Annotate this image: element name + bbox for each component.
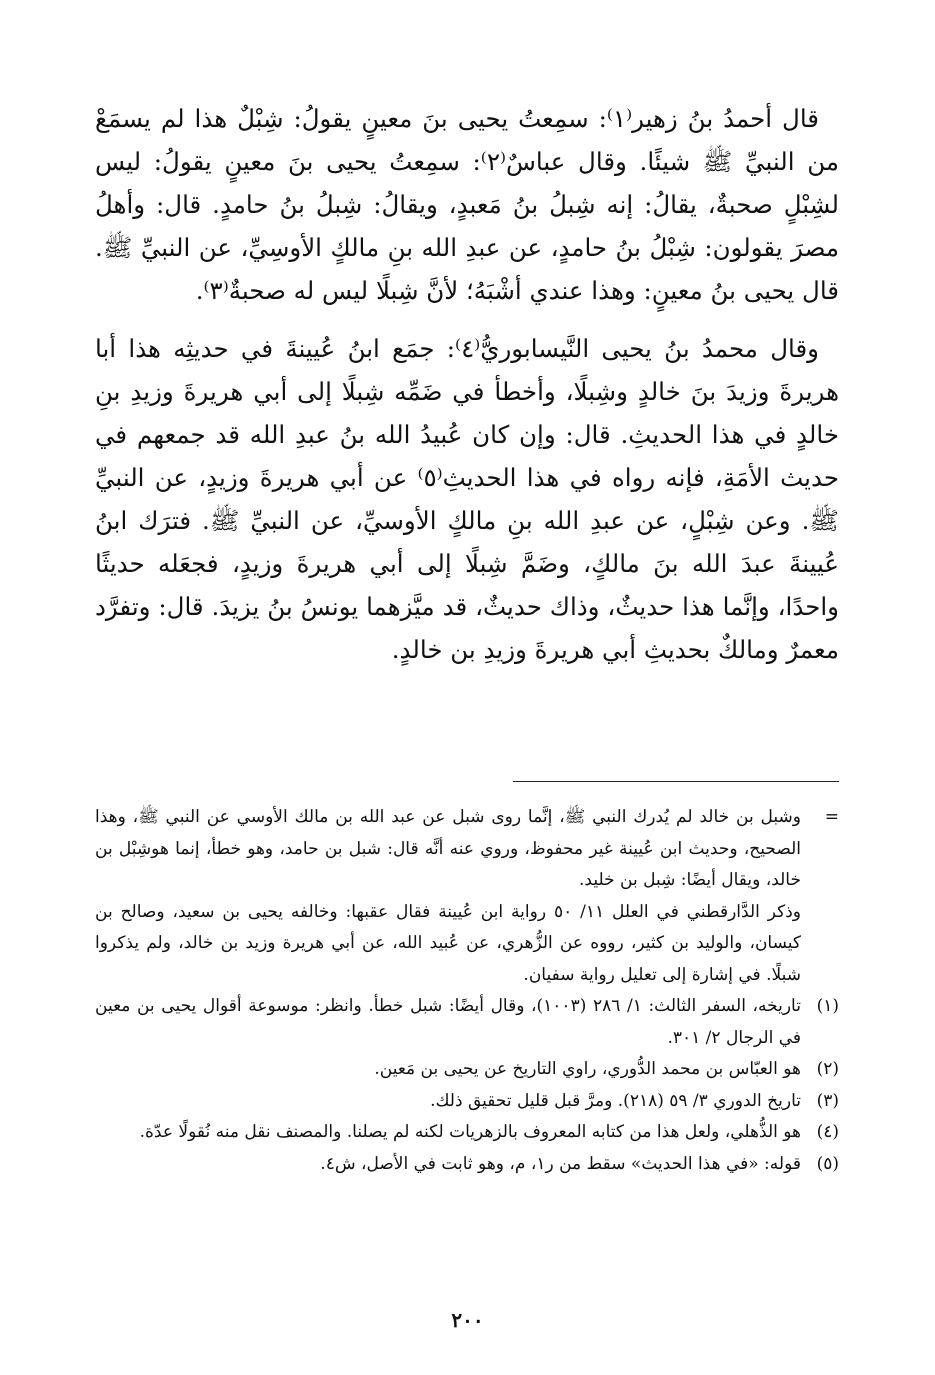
footnote-2: [95, 1054, 839, 1086]
footnote-5: [95, 1149, 839, 1181]
footnote-text: هو العبّاس بن محمد الدُّوري، راوي التاريخ عن يحيى بن مَعين.: [374, 1059, 801, 1079]
footnote-number: (٢): [816, 1059, 839, 1079]
footnote-4: [95, 1117, 839, 1149]
footnote-text: قوله: «في هذا الحديث» سقط من ر١، م، وهو ثابت في الأصل، ش٤.: [320, 1153, 801, 1174]
footnote-number: (٣): [816, 1090, 839, 1111]
footnote-text: تاريخه، السفر الثالث: ١/ ٢٨٦ (١٠٠٣)، وقال أيضًا: شبل خطأ. وانظر: موسوعة أقوال يحيى بن معين في الرجال ٢/ ٣٠١.: [95, 996, 801, 1048]
footnote-text: تاريخ الدوري ٣/ ٥٩ (٢١٨). ومرَّ قبل قليل تحقيق ذلك.: [430, 1090, 801, 1111]
page-number: ٢٠٠: [451, 1308, 484, 1332]
main-text: [95, 97, 839, 686]
main-paragraph-1: قال أحمدُ بنُ زهير⁽١⁾: سمِعتُ يحيى بنَ معينٍ يقولُ: شِبْلٌ هذا لم يسمَعْ من النبيِّ ﷺ شيئًا. وقال عباسٌ⁽٢⁾: سمِعتُ يحيى بنَ معينٍ يقولُ: ليس لشِبْلٍ صحبةٌ، يقالُ: إنه شِبلُ بنُ مَعبدٍ، ويقالُ: شِبلُ بنُ حامدٍ. قال: وأهلُ مصرَ يقولون: شِبْلُ بنُ حامدٍ، عن عبدِ الله بنِ مالكٍ الأوسِيِّ، عن النبيِّ ﷺ. قال يحيى بنُ معينٍ: وهذا عندي أشْبَهُ؛ لأنَّ شِبلًا ليس له صحبةٌ⁽٣⁾.: [95, 104, 839, 305]
footnote-text: هو الذُّهلي، ولعل هذا من كتابه المعروف بالزهريات لكنه لم يصلنا. والمصنف نقل منه نُقولًا عدّة.: [139, 1122, 801, 1142]
footnote-number: (٥): [816, 1153, 839, 1174]
footnote-number: (١): [816, 996, 839, 1016]
footnote-continuation: [95, 802, 839, 897]
footnote-3: [95, 1086, 839, 1118]
footnotes: [95, 802, 839, 1180]
footnote-continuation-text-1: وشبل بن خالد لم يُدرك النبي ﷺ، إنَّما روى شبل عن عبد الله بن مالك الأوسي عن النبي ﷺ، وهذا الصحيح، وحديث ابن عُيينة غير محفوظ، وروي عنه أنَّه قال: شبل بن حامد، وهو خطأ، إنما هوشِبْل بن خالد، ويقال أيضًا: شِبل بن خليد.: [95, 807, 801, 890]
footnote-1: [95, 991, 839, 1054]
footnote-continuation-2: [95, 897, 839, 992]
main-paragraph-2: وقال محمدُ بنُ يحيى النَّيسابوريُّ⁽٤⁾: جمَع ابنُ عُيينةَ في حديثِه هذا أبا هريرةَ وزيدَ بنَ خالدٍ وشِبلًا، وأخطأ في ضَمِّه شِبلًا إلى أبي هريرةَ وزيدِ بنِ خالدٍ في هذا الحديثِ. قال: وإن كان عُبيدُ الله بنُ عبدِ الله قد جمعهم في حديث الأمَةِ، فإنه رواه في هذا الحديثِ⁽٥⁾ عن أبي هريرةَ وزيدٍ، عن النبيِّ ﷺ. وعن شِبْلٍ، عن عبدِ الله بنِ مالكٍ الأوسيِّ، عن النبيِّ ﷺ. فترَك ابنُ عُيينةَ عبدَ الله بنَ مالكٍ، وضَمَّ شِبلًا إلى أبي هريرةَ وزيدٍ، فجعَله حديثًا واحدًا، وإنَّما هذا حديثٌ، وذاك حديثٌ، قد ميَّزهما يونسُ بنُ يزيدَ. قال: وتفرَّد معمرٌ ومالكٌ بحديثِ أبي هريرةَ وزيدِ بن خالدٍ.: [95, 334, 839, 664]
footnote-continuation-text-2: وذكر الدَّارقطني في العلل ١١/ ٥٠ رواية ابن عُيينة فقال عقبها: وخالفه يحيى بن سعيد، وصالح بن كيسان، والوليد بن كثير، رووه عن الزُّهري، عن عُبيد الله، عن أبي هريرة وزيد بن خالد، ولم يذكروا شبلًا. في إشارة إلى تعليل رواية سفيان.: [95, 901, 802, 985]
footnote-separator: [513, 781, 839, 782]
footnote-number: (٤): [816, 1122, 839, 1142]
footnote-continuation-marker: =: [824, 807, 839, 827]
